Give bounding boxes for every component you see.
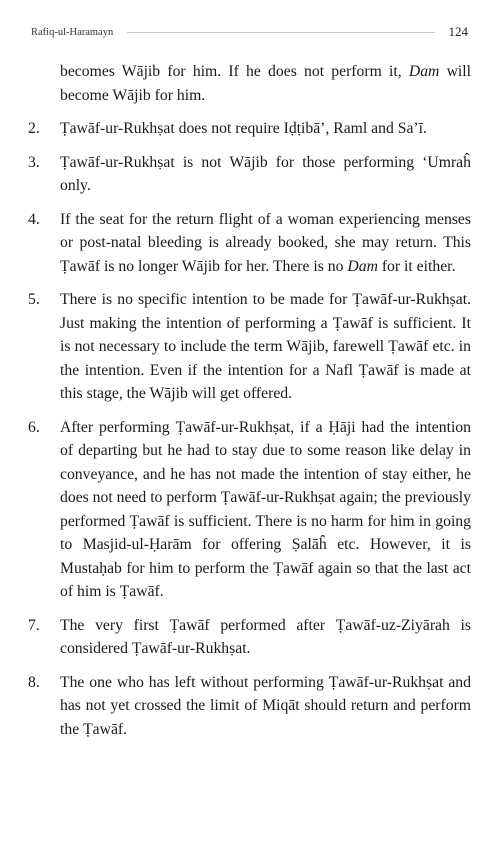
item-number: 2. (28, 120, 40, 137)
item-text: Ṭawāf-ur-Rukhṣat does not require Iḍṭibā’, Raml and Sa’ī. (60, 120, 427, 137)
header-rule (127, 32, 434, 33)
item-number: 4. (28, 210, 40, 228)
list-item-7 (28, 614, 471, 661)
running-header (31, 22, 468, 42)
running-title: Rafiq-ul-Haramayn (31, 26, 114, 38)
item-text: The one who has left without performing Ṭawāf-ur-Rukhṣat and has not yet crossed the limit of Miqāt should return and perform the Ṭawāf. (60, 673, 471, 738)
item-number: 5. (28, 291, 40, 308)
page-number: 124 (448, 24, 468, 39)
item-text: After performing Ṭawāf-ur-Rukhṣat, if a Ḥāji had the intention of departing but he had to stay due to some reason like delay in conveyance, and he has not made the intention of stay either, he does not need to perform Ṭawāf-ur-Rukhṣat again; the previously performed Ṭawāf is sufficient. There is no harm for him in going to Masjid-ul-Ḥarām for offering Ṣalāĥ etc. However, it is Mustaḥab for him to perform the Ṭawāf again so that the last act of him is Ṭawāf. (60, 418, 471, 600)
page-body (28, 60, 471, 751)
list-item-8 (28, 671, 471, 742)
item-number: 6. (28, 418, 40, 436)
item-text: If the seat for the return flight of a woman experiencing menses or post-natal bleeding is already booked, she may return. This Ṭawāf is no longer Wājib for her. There is no Dam for it either. (60, 210, 471, 275)
list-item-2 (28, 117, 471, 141)
list-item-4 (28, 208, 471, 279)
item-text: The very first Ṭawāf performed after Ṭawāf-uz-Ziyārah is considered Ṭawāf-ur-Rukhṣat. (60, 616, 471, 657)
list-item-6 (28, 416, 471, 604)
item-number: 7. (28, 616, 40, 634)
item-text: There is no specific intention to be made for Ṭawāf-ur-Rukhṣat. Just making the intention of performing a Ṭawāf is sufficient. It is not necessary to include the term Wājib, farewell Ṭawāf etc. in the intention. Even if the intention for a Nafl Ṭawāf is made at this stage, the Wājib will get offered. (60, 291, 471, 402)
list-item-3 (28, 151, 471, 198)
item-number: 8. (28, 673, 40, 691)
item-number: 3. (28, 153, 40, 171)
continuation-paragraph: becomes Wājib for him. If he does not perform it, Dam will become Wājib for him. (60, 63, 471, 104)
item-text: Ṭawāf-ur-Rukhṣat is not Wājib for those performing ‘Umraĥ only. (60, 153, 471, 194)
list-item-5 (28, 288, 471, 406)
